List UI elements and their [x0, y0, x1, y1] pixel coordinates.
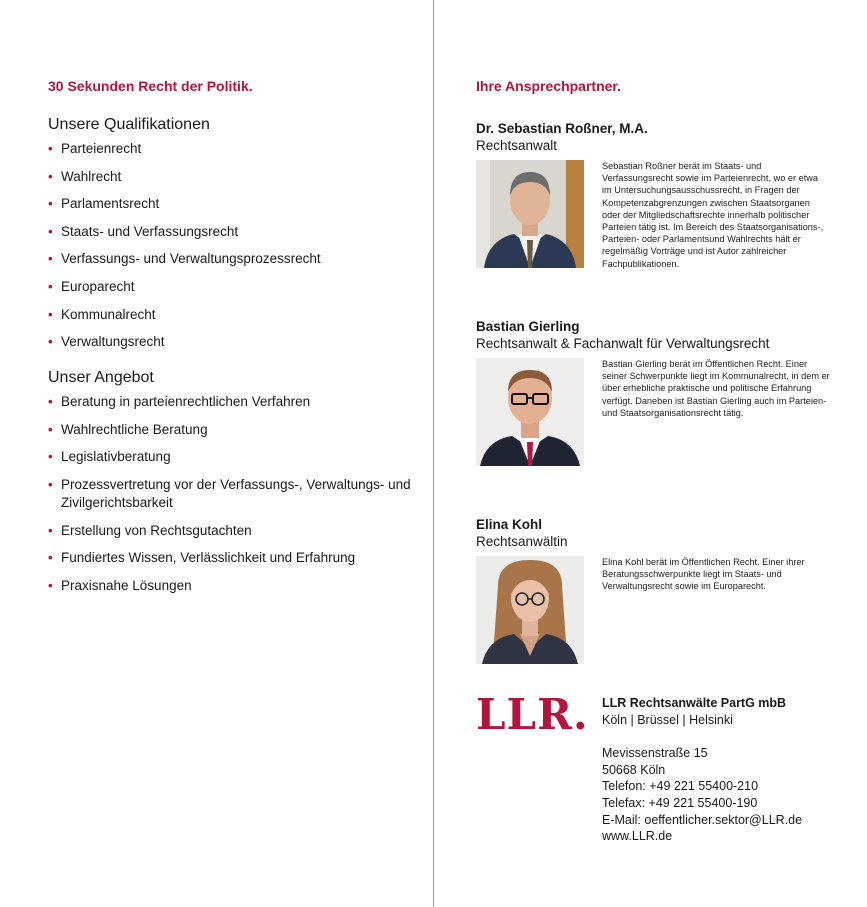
list-item: • Beratung in parteienrechtlichen Verfahren	[48, 393, 418, 411]
offer-title: Unser Angebot	[48, 369, 154, 387]
firm-street: Mevissenstraße 15	[602, 746, 708, 761]
contact-role: Rechtsanwalt	[476, 138, 558, 153]
firm-phone: Telefon: +49 221 55400-210	[602, 779, 759, 794]
list-item: • Erstellung von Rechtsgutachten	[48, 522, 418, 540]
left-headline: 30 Sekunden Recht der Politik.	[48, 78, 253, 94]
right-headline: Ihre Ansprechpartner.	[476, 78, 621, 94]
contact-bio: Bastian Gierling berät im Öffentlichen Recht. Einer seiner Schwerpunkte liegt im Kommunalrecht, in dem er über erhebliche praktische und politische Erfahrung verfügt. Daneben ist Bastian Gierling auch im Parteien- und Staatsorganisationsrecht tätig.	[602, 359, 830, 418]
list-item: • Praxisnahe Lösungen	[48, 577, 418, 595]
contact-role: Rechtsanwältin	[476, 534, 568, 549]
qualifications-list	[48, 140, 418, 351]
right-column	[476, 78, 856, 844]
contact-card	[476, 120, 856, 270]
left-column	[48, 78, 418, 604]
firm-email[interactable]: E-Mail: oeffentlicher.sektor@LLR.de	[602, 812, 803, 827]
firm-website[interactable]: www.LLR.de	[602, 829, 673, 844]
list-item: • Legislativberatung	[48, 448, 418, 466]
firm-contact-block	[602, 695, 802, 845]
contact-card	[476, 516, 856, 666]
offer-list	[48, 393, 418, 595]
list-item: • Parteienrecht	[48, 140, 418, 158]
contact-role: Rechtsanwalt & Fachanwalt für Verwaltungsrecht	[476, 336, 770, 351]
list-item: • Staats- und Verfassungsrecht	[48, 223, 418, 241]
contact-bio: Elina Kohl berät im Öffentlichen Recht. Einer ihrer Beratungsschwerpunkte liegt im Staats- und Verwaltungsrecht sowie im Europarecht.	[602, 557, 805, 592]
list-item: • Fundiertes Wissen, Verlässlichkeit und Erfahrung	[48, 549, 418, 567]
llr-logo: LLR.	[476, 690, 589, 739]
firm-name: LLR Rechtsanwälte PartG mbB	[602, 696, 787, 710]
contact-name: Dr. Sebastian Roßner, M.A.	[476, 121, 648, 136]
firm-fax: Telefax: +49 221 55400-190	[602, 795, 758, 810]
list-item: • Europarecht	[48, 278, 418, 296]
contact-card	[476, 318, 856, 468]
list-item: • Wahlrecht	[48, 168, 418, 186]
list-item: • Verfassungs- und Verwaltungsprozessrecht	[48, 250, 418, 268]
firm-cities: Köln | Brüssel | Helsinki	[602, 712, 733, 727]
firm-city: 50668 Köln	[602, 762, 666, 777]
list-item: • Verwaltungsrecht	[48, 333, 418, 351]
page-divider	[433, 0, 434, 907]
portrait-photo	[476, 556, 584, 664]
contact-name: Bastian Gierling	[476, 319, 580, 334]
list-item: • Wahlrechtliche Beratung	[48, 421, 418, 439]
contact-bio: Sebastian Roßner berät im Staats- und Verfassungsrecht sowie im Parteienrecht, wo er etwa im Untersuchungsausschussrecht, in Fragen der Kompetenzabgrenzungen zwischen Staatsorganen oder der Mitgliedschaftsrechte innerhalb politischer Parteien tätig ist. Im Bereich des Staatsorganisations-, Parteien- oder Parlamentsund Wahlrechts hält er regelmäßig Vorträge und ist Autor zahlreicher Fachpublikationen.	[602, 161, 824, 269]
list-item: • Prozessvertretung vor der Verfassungs-, Verwaltungs- und Zivilgerichtsbarkeit	[48, 476, 418, 512]
portrait-photo	[476, 358, 584, 466]
list-item: • Parlamentsrecht	[48, 195, 418, 213]
qualifications-title: Unsere Qualifikationen	[48, 116, 210, 133]
contact-name: Elina Kohl	[476, 517, 543, 532]
list-item: • Kommunalrecht	[48, 306, 418, 324]
portrait-photo	[476, 160, 584, 268]
